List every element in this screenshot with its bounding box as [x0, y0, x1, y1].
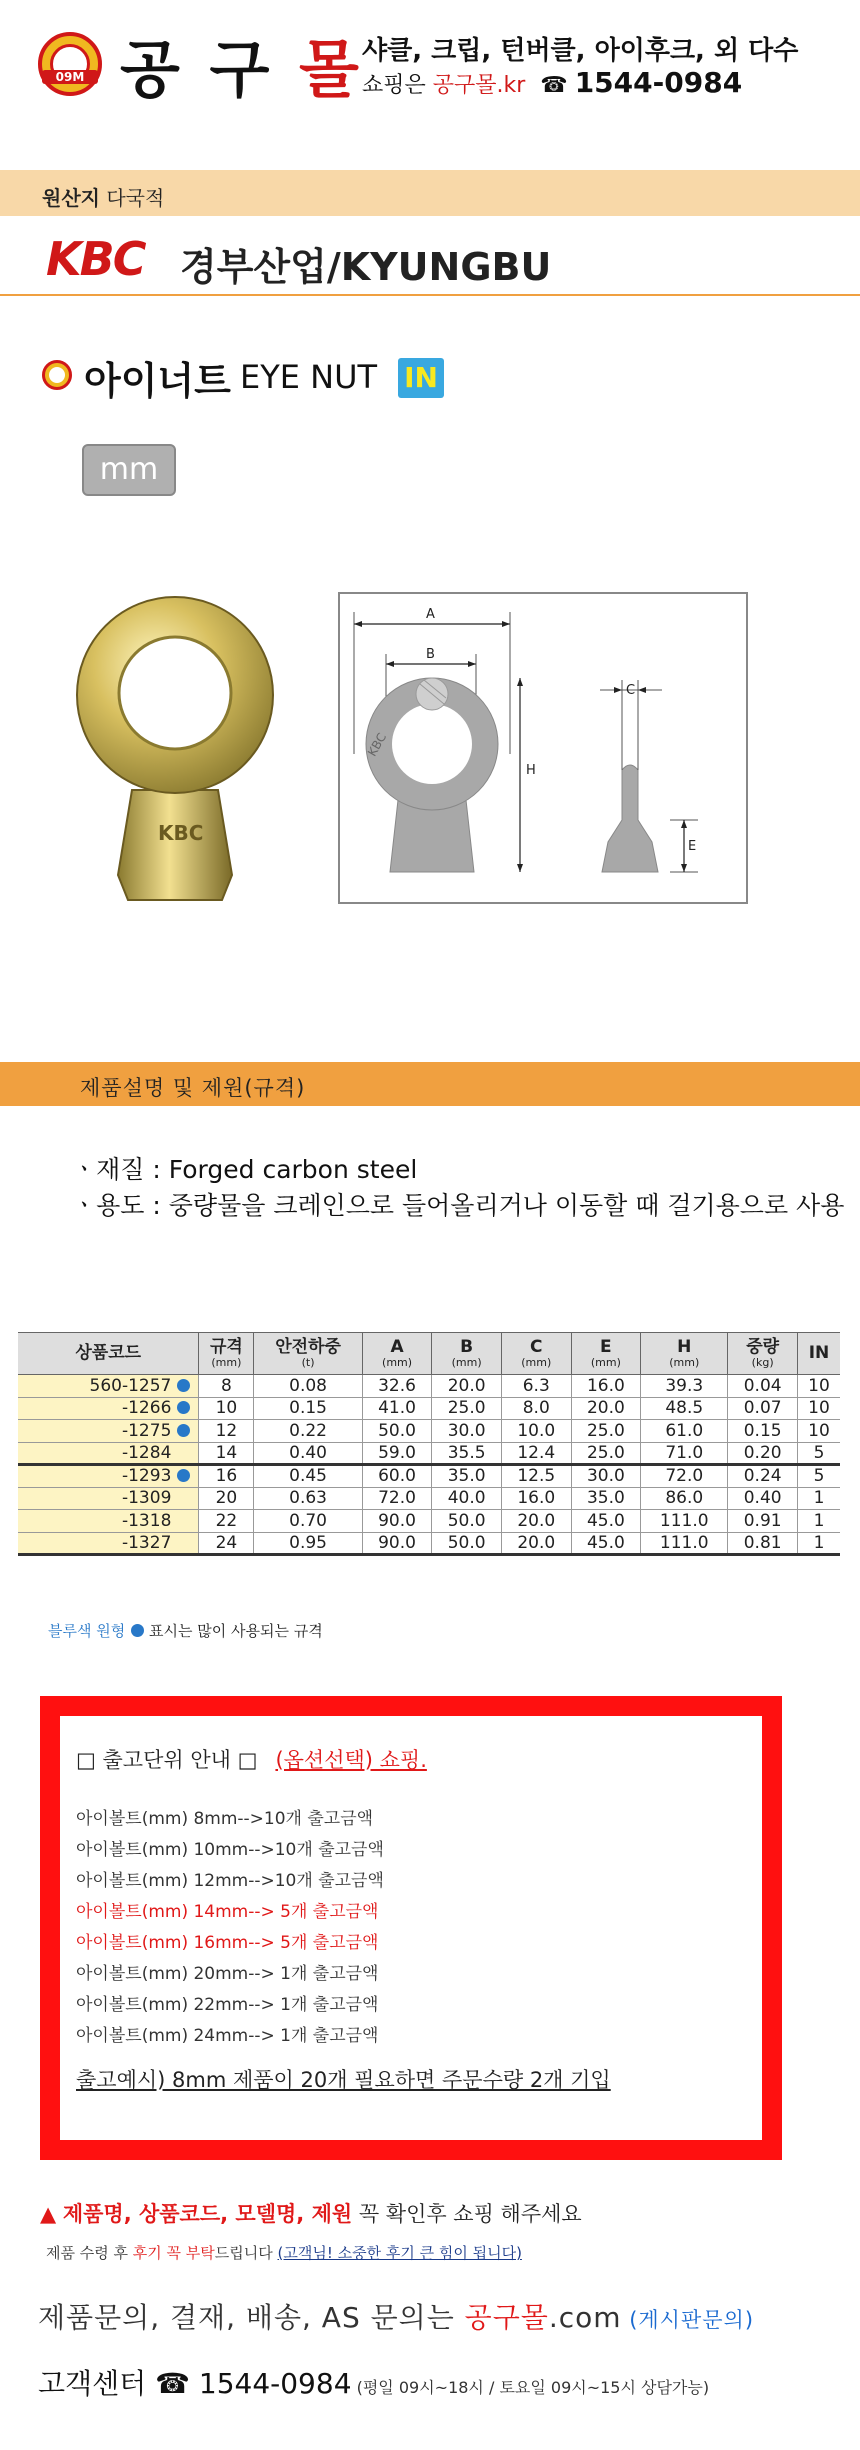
diagram-label-e: E	[688, 839, 697, 854]
spec-cell: 111.0	[641, 1510, 728, 1533]
spec-cell: 8	[199, 1375, 254, 1398]
spec-cell: 25.0	[571, 1420, 641, 1443]
review-pre: 제품 수령 후	[46, 2244, 133, 2262]
brand-logo: KBC	[46, 232, 145, 286]
shipping-line: 아이볼트(mm) 20mm--> 1개 출고금액	[76, 1964, 379, 1984]
spec-cell: 35.0	[571, 1487, 641, 1510]
title-logo-icon	[42, 360, 72, 390]
spec-table-row	[18, 1420, 840, 1443]
spec-cell: 22	[199, 1510, 254, 1533]
shipping-line: 아이볼트(mm) 8mm-->10개 출고금액	[76, 1809, 374, 1829]
spec-cell: 111.0	[641, 1532, 728, 1555]
legend-dot-icon	[131, 1624, 144, 1637]
spec-cell: 10.0	[501, 1420, 571, 1443]
spec-table-body	[18, 1375, 840, 1555]
spec-cell: 12	[199, 1420, 254, 1443]
spec-table-row	[18, 1465, 840, 1488]
spec-cell: 30.0	[571, 1465, 641, 1488]
warning-line	[40, 2198, 582, 2228]
spec-table-row	[18, 1487, 840, 1510]
spec-cell: 8.0	[501, 1397, 571, 1420]
spec-cell: 60.0	[362, 1465, 432, 1488]
spec-cell: 50.0	[432, 1532, 502, 1555]
origin-label: 원산지	[42, 186, 100, 210]
spec-cell: 0.45	[254, 1465, 362, 1488]
spec-cell: 35.5	[432, 1442, 502, 1465]
spec-table	[18, 1332, 840, 1556]
spec-cell: 25.0	[432, 1397, 502, 1420]
product-title-en: EYE NUT	[240, 358, 378, 396]
popular-dot-icon	[177, 1424, 190, 1437]
spec-cell: 35.0	[432, 1465, 502, 1488]
spec-cell: 40.0	[432, 1487, 502, 1510]
spec-cell: 0.08	[254, 1375, 362, 1398]
header-phone: 1544-0984	[574, 66, 743, 99]
spec-cell: 6.3	[501, 1375, 571, 1398]
spec-header-cell: 상품코드	[18, 1333, 199, 1375]
material-line: ㆍ재질 : Forged carbon steel	[72, 1155, 418, 1184]
spec-header-cell: 안전하중 (t)	[254, 1333, 362, 1375]
spec-cell: 25.0	[571, 1442, 641, 1465]
popular-dot-icon	[177, 1379, 190, 1392]
shipping-example: 출고예시) 8mm 제품이 20개 필요하면 주문수량 2개 기입	[76, 2068, 611, 2092]
inquiry-pre: 제품문의, 결재, 배송, AS 문의는	[38, 2301, 465, 2334]
maker-row	[0, 216, 860, 296]
spec-cell: 0.20	[728, 1442, 798, 1465]
product-title-ko: 아이너트	[84, 359, 231, 403]
spec-cell: 0.70	[254, 1510, 362, 1533]
diagram-label-a: A	[426, 607, 435, 622]
spec-cell: 86.0	[641, 1487, 728, 1510]
spec-cell: 0.40	[728, 1487, 798, 1510]
spec-cell: 20.0	[501, 1510, 571, 1533]
dimension-diagram	[338, 592, 748, 904]
spec-table-header-row	[18, 1333, 840, 1375]
product-code-cell: -1327	[18, 1532, 199, 1555]
spec-cell: 0.22	[254, 1420, 362, 1443]
legend-rest: 표시는 많이 사용되는 규격	[144, 1622, 323, 1640]
spec-cell: 59.0	[362, 1442, 432, 1465]
spec-table-row	[18, 1397, 840, 1420]
spec-cell: 16	[199, 1465, 254, 1488]
spec-cell: 10	[797, 1420, 840, 1443]
spec-header-cell: A (mm)	[362, 1333, 432, 1375]
spec-cell: 0.40	[254, 1442, 362, 1465]
origin-band	[0, 170, 860, 216]
spec-cell: 12.5	[501, 1465, 571, 1488]
center-phone: 1544-0984	[189, 2367, 352, 2400]
inquiry-site[interactable]: 공구몰	[464, 2301, 549, 2334]
spec-table-row	[18, 1375, 840, 1398]
center-label: 고객센터	[38, 2367, 156, 2400]
spec-header-cell: 규격 (mm)	[199, 1333, 254, 1375]
shop-prefix: 쇼핑은	[362, 73, 433, 98]
product-code-cell: 560-1257	[18, 1375, 199, 1398]
spec-cell: 1	[797, 1487, 840, 1510]
spec-cell: 0.15	[254, 1397, 362, 1420]
diagram-label-c: C	[626, 683, 636, 698]
popular-dot-icon	[177, 1469, 190, 1482]
spec-cell: 10	[199, 1397, 254, 1420]
spec-cell: 1	[797, 1532, 840, 1555]
product-code-cell: -1293	[18, 1465, 199, 1488]
product-code-cell: -1266	[18, 1397, 199, 1420]
origin-value: 다국적	[106, 186, 165, 210]
product-code-cell: -1275	[18, 1420, 199, 1443]
spec-cell: 39.3	[641, 1375, 728, 1398]
review-link[interactable]: (고객님! 소중한 후기 큰 힘이 됩니다)	[277, 2244, 522, 2262]
usage-line: ㆍ용도 : 중량물을 크레인으로 들어올리거나 이동할 때 걸기용으로 사용	[72, 1191, 845, 1220]
spec-header-cell: B (mm)	[432, 1333, 502, 1375]
site-header	[0, 0, 860, 120]
shipping-line: 아이볼트(mm) 24mm--> 1개 출고금액	[76, 2026, 379, 2046]
spec-cell: 20.0	[501, 1532, 571, 1555]
maker-name: 경부산업/KYUNGBU	[180, 245, 552, 289]
spec-cell: 0.91	[728, 1510, 798, 1533]
shipping-box	[40, 1696, 782, 2160]
shipping-line: 아이볼트(mm) 12mm-->10개 출고금액	[76, 1871, 384, 1891]
section-title: 제품설명 및 제원(규격)	[80, 1076, 306, 1100]
review-red: 후기 꼭 부탁	[132, 2244, 215, 2262]
shipping-line: 아이볼트(mm) 16mm--> 5개 출고금액	[76, 1933, 379, 1953]
unit-badge: mm	[82, 444, 176, 496]
spec-cell: 24	[199, 1532, 254, 1555]
warning-icon: ▲	[40, 2202, 57, 2226]
product-photo	[70, 575, 280, 945]
customer-center	[38, 2362, 709, 2402]
spec-cell: 0.15	[728, 1420, 798, 1443]
shipping-head-text: □ 출고단위 안내 □	[76, 1748, 258, 1772]
phone-icon: ☎	[540, 73, 568, 98]
review-mid: 드립니다	[214, 2244, 278, 2262]
spec-cell: 20.0	[571, 1397, 641, 1420]
svg-text:KBC: KBC	[158, 821, 204, 845]
spec-cell: 50.0	[432, 1510, 502, 1533]
spec-cell: 20.0	[432, 1375, 502, 1398]
inquiry-com: .com	[548, 2301, 622, 2334]
spec-cell: 20	[199, 1487, 254, 1510]
spec-cell: 14	[199, 1442, 254, 1465]
product-code-cell: -1309	[18, 1487, 199, 1510]
spec-cell: 45.0	[571, 1510, 641, 1533]
spec-table-row	[18, 1442, 840, 1465]
dimension-diagram-svg	[340, 594, 746, 902]
shipping-line: 아이볼트(mm) 10mm-->10개 출고금액	[76, 1840, 384, 1860]
shipping-head-option: (옵션선택) 쇼핑.	[275, 1748, 427, 1772]
spec-table-row	[18, 1510, 840, 1533]
spec-cell: 48.5	[641, 1397, 728, 1420]
spec-cell: 0.81	[728, 1532, 798, 1555]
spec-cell: 30.0	[432, 1420, 502, 1443]
spec-cell: 32.6	[362, 1375, 432, 1398]
shipping-line: 아이볼트(mm) 14mm--> 5개 출고금액	[76, 1902, 379, 1922]
inquiry-line	[38, 2296, 754, 2336]
logo-name-red: 몰	[298, 33, 363, 106]
center-hours: (평일 09시~18시 / 토요일 09시~15시 상담가능)	[351, 2378, 710, 2397]
in-badge: IN	[398, 358, 444, 398]
spec-cell: 12.4	[501, 1442, 571, 1465]
spec-cell: 16.0	[571, 1375, 641, 1398]
section-band	[0, 1062, 860, 1106]
spec-header-cell: H (mm)	[641, 1333, 728, 1375]
product-code-cell: -1318	[18, 1510, 199, 1533]
review-line	[46, 2242, 522, 2263]
spec-header-cell: IN	[797, 1333, 840, 1375]
shipping-head	[76, 1744, 427, 1774]
warning-red: 제품명, 상품코드, 모델명, 제원	[62, 2202, 353, 2226]
shop-url[interactable]: 공구몰.kr	[432, 73, 526, 98]
shop-line	[362, 66, 742, 99]
center-phone-icon: ☎	[155, 2367, 190, 2400]
diagram-label-h: H	[526, 763, 536, 778]
spec-cell: 45.0	[571, 1532, 641, 1555]
spec-cell: 5	[797, 1465, 840, 1488]
spec-cell: 16.0	[501, 1487, 571, 1510]
spec-cell: 50.0	[362, 1420, 432, 1443]
logo-name[interactable]	[120, 20, 363, 109]
spec-cell: 72.0	[641, 1465, 728, 1488]
spec-cell: 5	[797, 1442, 840, 1465]
spec-cell: 72.0	[362, 1487, 432, 1510]
legend	[48, 1620, 323, 1641]
spec-cell: 0.07	[728, 1397, 798, 1420]
spec-table-row	[18, 1532, 840, 1555]
spec-cell: 10	[797, 1397, 840, 1420]
spec-cell: 0.24	[728, 1465, 798, 1488]
tagline: 샤클, 크립, 턴버클, 아이후크, 외 다수	[362, 36, 799, 66]
spec-cell: 0.63	[254, 1487, 362, 1510]
spec-cell: 71.0	[641, 1442, 728, 1465]
logo-badge-text: 09M	[42, 70, 98, 84]
logo-icon[interactable]	[38, 32, 102, 96]
spec-cell: 90.0	[362, 1532, 432, 1555]
diagram-stamp: KBC	[364, 730, 390, 759]
warning-rest: 꼭 확인후 쇼핑 해주세요	[352, 2202, 582, 2226]
diagram-label-b: B	[426, 647, 435, 662]
logo-name-black: 공 구	[120, 33, 299, 106]
inquiry-board-link[interactable]: (게시판문의)	[621, 2308, 755, 2332]
spec-cell: 0.04	[728, 1375, 798, 1398]
spec-cell: 61.0	[641, 1420, 728, 1443]
spec-cell: 10	[797, 1375, 840, 1398]
legend-blue-text: 블루색 원형	[48, 1622, 126, 1640]
spec-header-cell: C (mm)	[501, 1333, 571, 1375]
spec-cell: 0.95	[254, 1532, 362, 1555]
popular-dot-icon	[177, 1401, 190, 1414]
spec-cell: 1	[797, 1510, 840, 1533]
shipping-line: 아이볼트(mm) 22mm--> 1개 출고금액	[76, 1995, 379, 2015]
spec-cell: 41.0	[362, 1397, 432, 1420]
spec-header-cell: 중량 (kg)	[728, 1333, 798, 1375]
product-code-cell: -1284	[18, 1442, 199, 1465]
spec-header-cell: E (mm)	[571, 1333, 641, 1375]
spec-cell: 90.0	[362, 1510, 432, 1533]
